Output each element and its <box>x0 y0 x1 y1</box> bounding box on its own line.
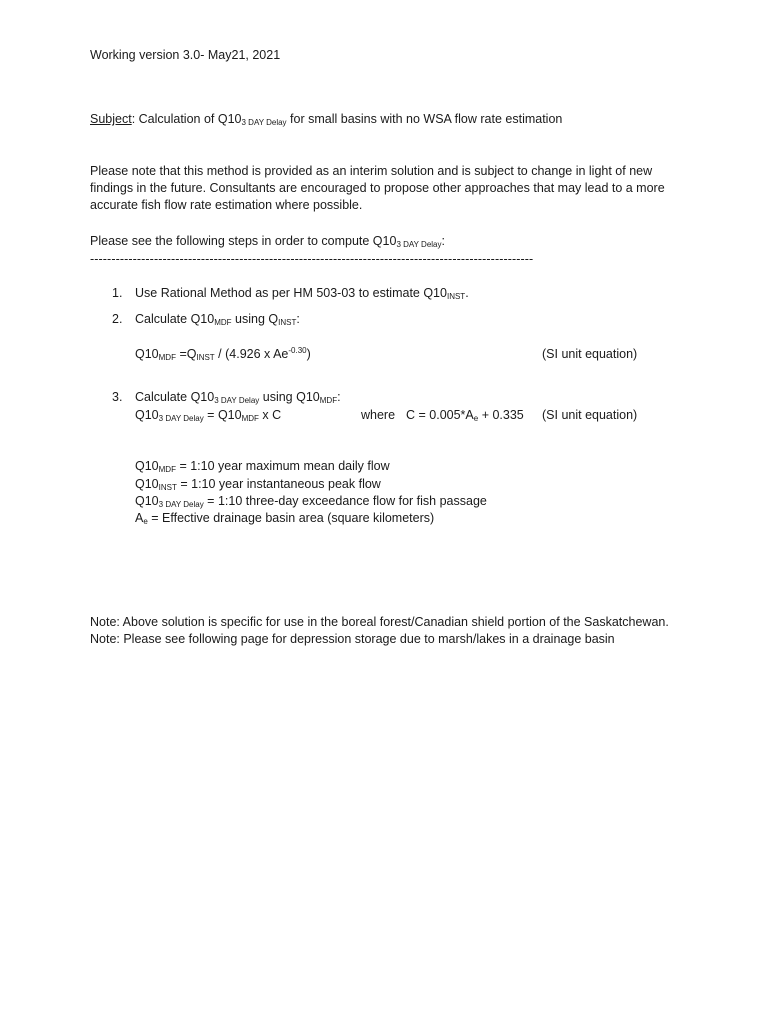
equation-q10-mdf: $Q10_{MDF} =Q_{INST} / (4.926$ x $Ae^{-0.30}$) <box>135 346 311 362</box>
step-3-text: Calculate $Q10_{3 DAY Delay}$ using $Q10_{MDF}$: <box>135 390 341 405</box>
equation-2-note: (SI unit equation) <box>542 408 638 422</box>
definition-ae: $A_e$ = Effective drainage basin area (square kilometers) <box>135 511 435 526</box>
definition-q10-3day: $Q10_{3 DAY Delay}$ = 1:10 three-day exceedance flow for fish passage <box>135 494 487 509</box>
step-1-number: 1. <box>112 286 123 300</box>
definition-q10-inst: $Q10_{INST}$ = 1:10 year instantaneous peak flow <box>135 477 381 492</box>
equation-2-where: where <box>361 408 396 422</box>
step-2-text: Calculate $Q10_{MDF}$ using $Q_{INST}$: <box>135 312 300 327</box>
version-line: Working version 3.0- May21, 2021 <box>90 48 281 62</box>
step-1-text: Use Rational Method as per HM 503-03 to estimate $Q10_{INST}$. <box>135 286 469 301</box>
equation-q10-3day: $Q10_{3 DAY Delay} = Q10_{MDF}$ x C <box>135 408 282 423</box>
note-boreal-forest: Note: Above solution is specific for use in the boreal forest/Canadian shield portion of the Saskatchewan. <box>90 615 669 629</box>
definition-q10-mdf: $Q10_{MDF}$ = 1:10 year maximum mean daily flow <box>135 459 390 474</box>
step-2-number: 2. <box>112 312 123 326</box>
intro-paragraph: Please note that this method is provided as an interim solution and is subject to change in light of new findings in the future. Consultants are encouraged to propose other approaches that may lead to a more accurate fish flow rate estimation where possible. <box>90 164 665 212</box>
divider-line: -------------------------------------------------------------------------------------------------------- <box>90 252 534 266</box>
step-3-number: 3. <box>112 390 123 404</box>
equation-1-note: (SI unit equation) <box>542 347 638 361</box>
note-depression-storage: Note: Please see following page for depression storage due to marsh/lakes in a drainage basin <box>90 632 615 646</box>
steps-intro: Please see the following steps in order to compute $Q10_{3 DAY Delay}$: <box>90 234 445 249</box>
subject-line: Subject: Calculation of $Q10_{3 DAY Delay}$ for small basins with no WSA flow rate estimation <box>90 112 563 127</box>
equation-c-definition: $C = 0.005*A_e + 0.335$ <box>406 408 524 423</box>
subject-label: Subject <box>90 112 132 126</box>
